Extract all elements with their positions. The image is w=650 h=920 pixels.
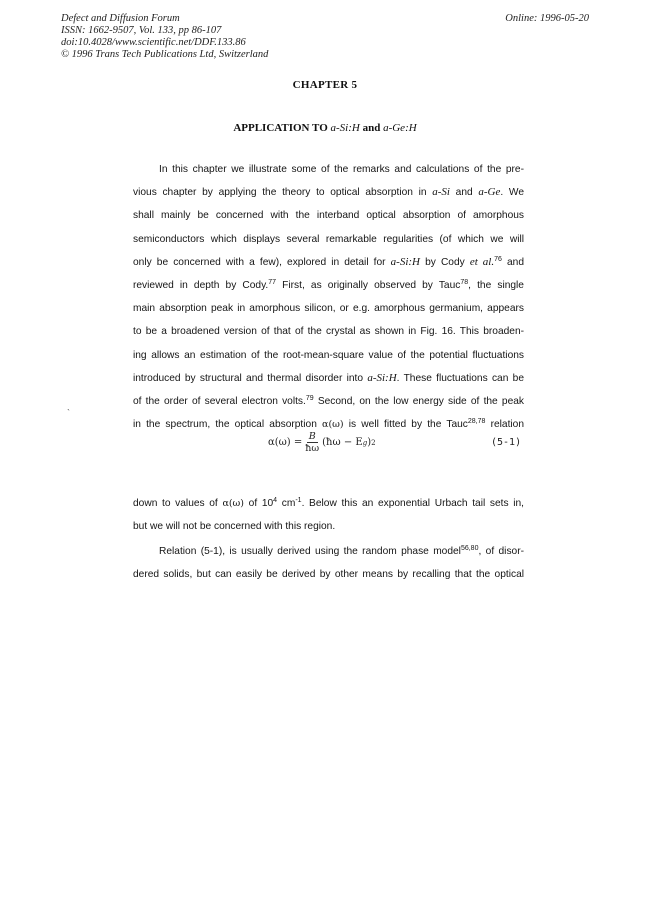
text-span: to be a broadened version of that of the crystal as shown in Fig. 16. This broaden- <box>133 326 524 338</box>
text-span: ing allows an estimation of the root-mean-square value of the potential fluctuations <box>133 349 524 361</box>
text-span: but we will not be concerned with this region. <box>133 521 336 533</box>
text-span: main absorption peak in amorphous silicon, or e.g. amorphous germanium, appears <box>133 303 524 315</box>
text-span: is well fitted by the Tauc <box>343 419 468 431</box>
chapter-heading: CHAPTER 5 <box>292 79 358 91</box>
text-span: . Below this an exponential Urbach tail sets in, <box>301 498 524 509</box>
fraction-denominator: ħω <box>305 443 320 454</box>
text-line <box>133 158 524 181</box>
text-span: In this chapter we illustrate some of the remarks and calculations of the pre- <box>159 164 524 175</box>
reference-superscript: 79 <box>305 394 314 402</box>
fraction-numerator: B <box>308 431 316 442</box>
text-line <box>133 515 524 538</box>
text-span: of the order of several electron volts. <box>133 395 306 407</box>
text-line <box>133 390 524 413</box>
text-line <box>133 492 524 515</box>
text-span: dered solids, but can easily be derived by other means by recalling that the optical <box>133 569 524 581</box>
equation-subscript: g <box>362 438 368 447</box>
equation-body: (ħω − E <box>322 437 363 448</box>
text-span: and <box>501 256 524 268</box>
text-line <box>133 228 524 251</box>
issn-line: ISSN: 1662-9507, Vol. 133, pp 86-107 <box>61 25 222 36</box>
text-span: , the single <box>468 279 524 291</box>
text-span: Second, on the low energy side of the peak <box>313 395 524 407</box>
text-span: vious chapter by applying the theory to optical absorption in <box>133 187 433 199</box>
alpha-omega-symbol: α(ω) <box>222 498 245 509</box>
doi-line: doi:10.4028/www.scientific.net/DDF.133.86 <box>61 37 246 48</box>
reference-superscript: 28,78 <box>467 418 486 426</box>
text-line <box>133 297 524 320</box>
term-age: a-Ge <box>478 186 501 199</box>
text-line <box>133 367 524 390</box>
text-span: only be concerned with a few), explored in detail for <box>133 256 391 268</box>
journal-name: Defect and Diffusion Forum <box>61 13 180 24</box>
term-asih: a-Si:H <box>367 371 397 384</box>
margin-mark: ` <box>67 408 70 418</box>
online-date: Online: 1996-05-20 <box>505 13 589 24</box>
text-span: of 10 <box>244 498 274 509</box>
equation-fraction <box>305 431 319 454</box>
text-line <box>133 540 524 563</box>
paragraph-1 <box>133 158 524 436</box>
chapter-title <box>0 122 650 134</box>
text-line <box>133 204 524 227</box>
exponent-superscript: 4 <box>273 497 278 504</box>
text-span: . These fluctuations can be <box>396 372 524 384</box>
title-term-asih: a-Si:H <box>330 122 360 134</box>
text-line <box>133 251 524 274</box>
text-span: introduced by structural and thermal disorder into <box>133 372 368 384</box>
text-span: First, as originally observed by Tauc <box>276 279 461 291</box>
equation-close: ) <box>367 437 372 448</box>
reference-superscript: 56,80 <box>460 545 479 552</box>
text-line <box>133 181 524 204</box>
term-asi: a-Si <box>432 186 450 199</box>
text-span: in the spectrum, the optical absorption <box>133 419 323 431</box>
text-span: . We <box>500 187 524 199</box>
text-span: and <box>450 187 479 199</box>
text-span: shall mainly be concerned with the interband optical absorption of amorphous <box>133 210 524 222</box>
text-span: semiconductors which displays several remarkable regularities (of which we will <box>133 233 524 245</box>
exponent-superscript: -1 <box>295 497 302 504</box>
text-span: down to values of <box>133 498 223 509</box>
text-span: , of disor- <box>478 546 524 557</box>
text-line <box>133 274 524 297</box>
text-span: relation <box>485 419 524 431</box>
tauc-equation <box>268 431 376 454</box>
title-prefix: APPLICATION TO <box>233 122 331 134</box>
journal-header <box>61 13 268 61</box>
equation-number: (5-1) <box>491 437 522 448</box>
text-span: by Cody <box>420 256 470 268</box>
text-line <box>133 563 524 586</box>
equation-lhs: α(ω) = <box>268 437 303 448</box>
title-term-ageh: a-Ge:H <box>383 122 417 134</box>
reference-superscript: 77 <box>268 278 277 286</box>
text-span: cm <box>277 498 296 509</box>
term-et-al: et al. <box>469 255 495 268</box>
reference-superscript: 76 <box>494 255 502 263</box>
copyright-line: © 1996 Trans Tech Publications Ltd, Switzerland <box>61 49 269 60</box>
paragraph-3 <box>133 540 524 586</box>
term-asih: a-Si:H <box>390 255 420 268</box>
reference-superscript: 78 <box>460 278 469 286</box>
paragraph-2 <box>133 492 524 538</box>
alpha-omega-symbol: α(ω) <box>322 419 344 431</box>
text-span: reviewed in depth by Cody. <box>133 279 269 291</box>
text-line <box>133 320 524 343</box>
text-line <box>133 344 524 367</box>
equation-exponent: 2 <box>371 438 376 447</box>
text-span: Relation (5-1), is usually derived using the random phase model <box>159 546 461 557</box>
title-joiner: and <box>359 122 384 134</box>
